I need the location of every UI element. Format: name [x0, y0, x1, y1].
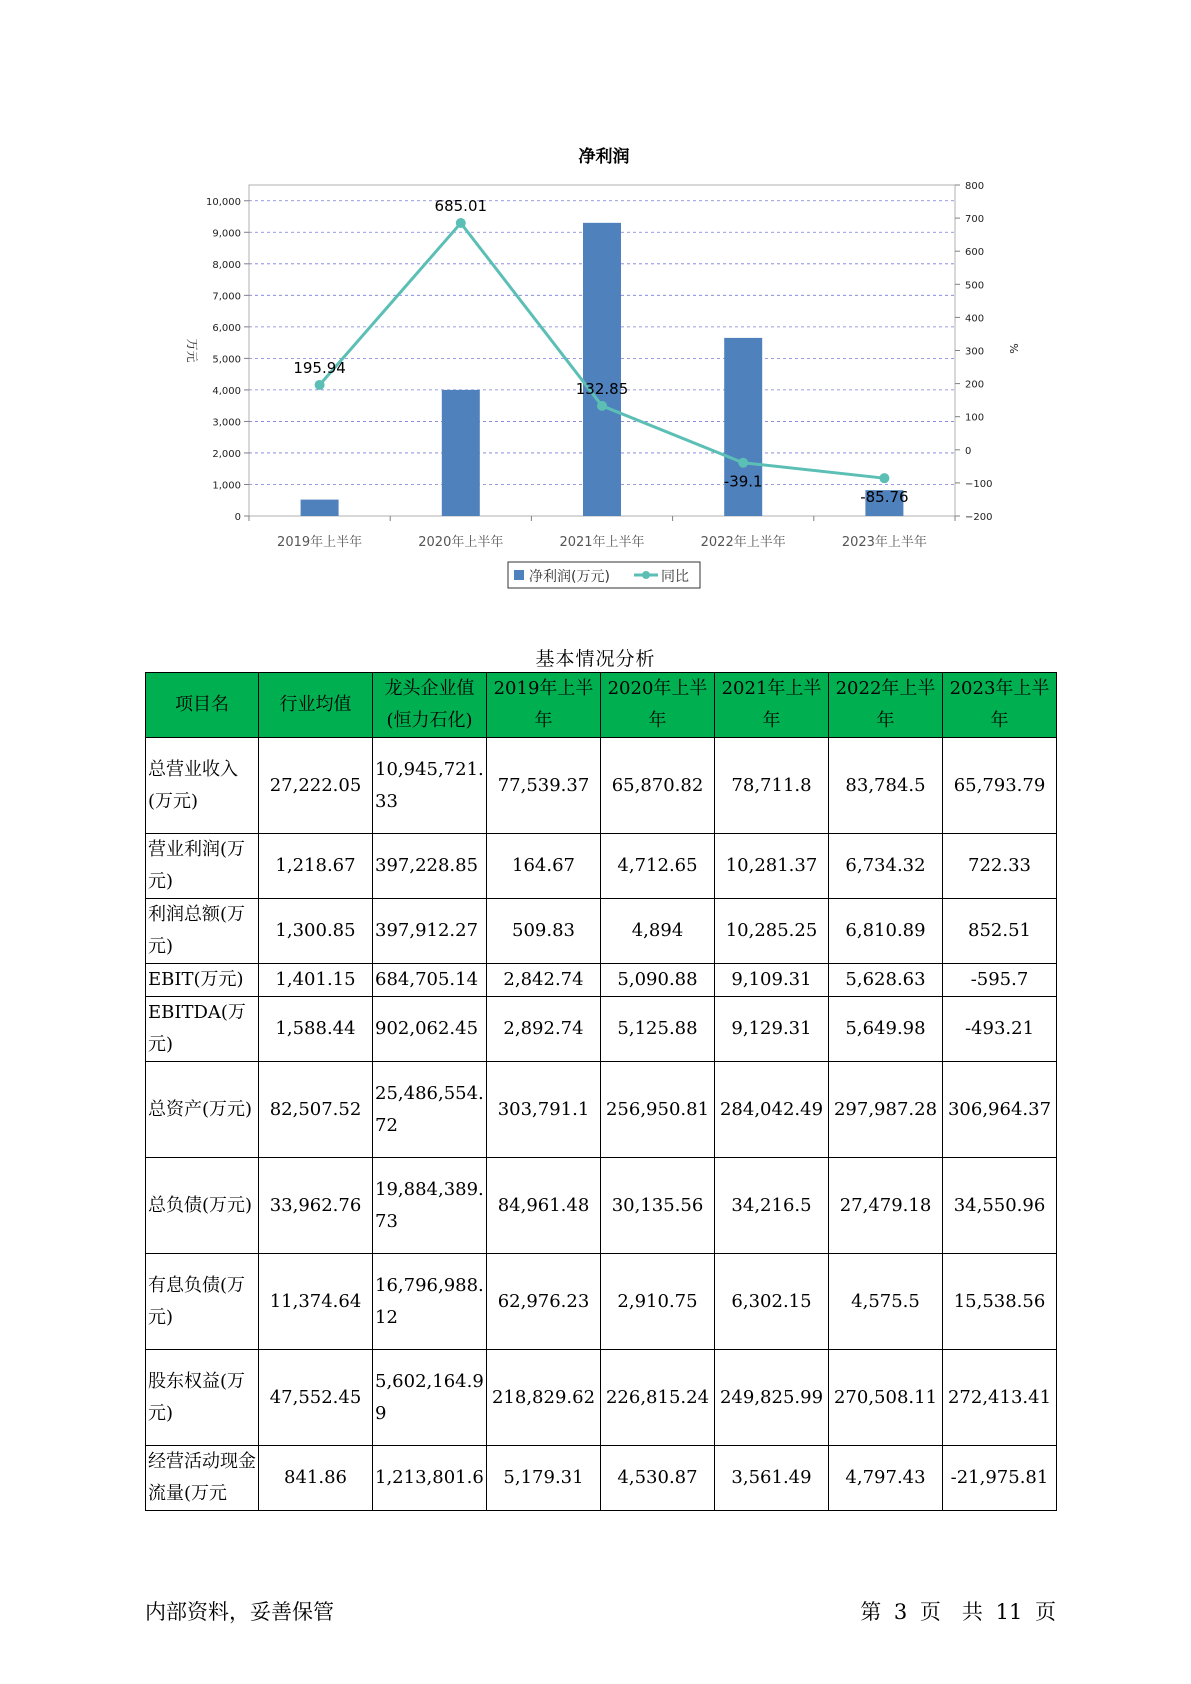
- y-axis-label: 万元: [185, 338, 199, 363]
- table-cell: 249,825.99: [715, 1350, 829, 1446]
- table-cell: 5,649.98: [829, 997, 943, 1062]
- legend-line-label: 同比: [661, 569, 689, 585]
- yoy-point: [597, 401, 607, 411]
- table-row: [146, 1254, 1057, 1350]
- table-cell: 2,910.75: [601, 1254, 715, 1350]
- table-cell: 1,588.44: [259, 997, 373, 1062]
- table-cell: 272,413.41: [943, 1350, 1057, 1446]
- table-cell: 65,870.82: [601, 738, 715, 834]
- table-cell: 4,797.43: [829, 1446, 943, 1511]
- x-tick-label: 2020年上半年: [418, 535, 504, 550]
- header-cell: 2021年上半年: [715, 673, 829, 738]
- table-cell: 5,125.88: [601, 997, 715, 1062]
- table-cell: 1,300.85: [259, 899, 373, 964]
- row-label: EBITDA(万元): [146, 997, 259, 1062]
- table-cell: 4,530.87: [601, 1446, 715, 1511]
- table-cell: 11,374.64: [259, 1254, 373, 1350]
- table-cell: 4,575.5: [829, 1254, 943, 1350]
- y-tick-label: 5,000: [212, 354, 241, 366]
- row-label: 总资产(万元): [146, 1062, 259, 1158]
- table-cell: 19,884,389.73: [373, 1158, 487, 1254]
- table-cell: 84,961.48: [487, 1158, 601, 1254]
- table-cell: 83,784.5: [829, 738, 943, 834]
- table-cell: -21,975.81: [943, 1446, 1057, 1511]
- table-cell: 16,796,988.12: [373, 1254, 487, 1350]
- table-cell: -595.7: [943, 964, 1057, 997]
- table-cell: 164.67: [487, 834, 601, 899]
- table-cell: 5,179.31: [487, 1446, 601, 1511]
- y2-tick-label: 200: [965, 379, 985, 391]
- table-cell: 4,894: [601, 899, 715, 964]
- table-cell: 6,734.32: [829, 834, 943, 899]
- row-label: 有息负债(万元): [146, 1254, 259, 1350]
- table-cell: 25,486,554.72: [373, 1062, 487, 1158]
- table-cell: 34,216.5: [715, 1158, 829, 1254]
- yoy-point: [456, 218, 466, 228]
- table-cell: 33,962.76: [259, 1158, 373, 1254]
- header-cell: 项目名: [146, 673, 259, 738]
- table-cell: 303,791.1: [487, 1062, 601, 1158]
- yoy-data-label: 685.01: [434, 197, 488, 216]
- x-tick-label: 2022年上半年: [700, 535, 786, 550]
- y-tick-label: 8,000: [212, 259, 241, 271]
- table-cell: 218,829.62: [487, 1350, 601, 1446]
- table-row: [146, 1446, 1057, 1511]
- yoy-point: [315, 380, 325, 390]
- yoy-data-label: 132.85: [575, 379, 629, 398]
- header-cell: 2019年上半年: [487, 673, 601, 738]
- yoy-point: [738, 458, 748, 468]
- y2-tick-label: 700: [965, 214, 985, 226]
- y-tick-label: 7,000: [212, 291, 241, 303]
- table-cell: 4,712.65: [601, 834, 715, 899]
- table-cell: 10,281.37: [715, 834, 829, 899]
- y-tick-label: 2,000: [212, 448, 241, 460]
- table-cell: 34,550.96: [943, 1158, 1057, 1254]
- table-header-row: [146, 673, 1057, 738]
- table-cell: -493.21: [943, 997, 1057, 1062]
- y2-tick-label: 500: [965, 280, 985, 292]
- table-cell: 10,945,721.33: [373, 738, 487, 834]
- header-cell: 2020年上半年: [601, 673, 715, 738]
- yoy-data-label: -85.76: [860, 488, 909, 507]
- table-cell: 256,950.81: [601, 1062, 715, 1158]
- table-cell: 78,711.8: [715, 738, 829, 834]
- bar: [442, 390, 480, 516]
- y-tick-label: 3,000: [212, 417, 241, 429]
- table-cell: 297,987.28: [829, 1062, 943, 1158]
- table-row: [146, 1062, 1057, 1158]
- row-label: EBIT(万元): [146, 964, 259, 997]
- y2-tick-label: 300: [965, 346, 985, 358]
- yoy-data-label: 195.94: [293, 358, 346, 377]
- footer-page-number: 第 3 页 共 11 页: [860, 1600, 1056, 1624]
- table-cell: 2,842.74: [487, 964, 601, 997]
- table-cell: 27,222.05: [259, 738, 373, 834]
- table-caption: 基本情况分析: [535, 648, 656, 670]
- table-cell: 3,561.49: [715, 1446, 829, 1511]
- y2-tick-label: 400: [965, 313, 985, 325]
- table-cell: 902,062.45: [373, 997, 487, 1062]
- x-tick-label: 2023年上半年: [841, 535, 927, 550]
- table-row: [146, 964, 1057, 997]
- y-tick-label: 1,000: [212, 480, 241, 492]
- table-cell: 397,912.27: [373, 899, 487, 964]
- header-cell: 2022年上半年: [829, 673, 943, 738]
- y2-tick-label: 0: [965, 445, 972, 457]
- table-cell: 15,538.56: [943, 1254, 1057, 1350]
- table-cell: 9,129.31: [715, 997, 829, 1062]
- row-label: 营业利润(万元): [146, 834, 259, 899]
- row-label: 利润总额(万元): [146, 899, 259, 964]
- legend-line-marker: [642, 571, 650, 579]
- y-tick-label: 9,000: [212, 228, 241, 240]
- table-cell: 306,964.37: [943, 1062, 1057, 1158]
- table-cell: 65,793.79: [943, 738, 1057, 834]
- table-row: [146, 1350, 1057, 1446]
- table-cell: 684,705.14: [373, 964, 487, 997]
- table-cell: 722.33: [943, 834, 1057, 899]
- table-cell: 1,218.67: [259, 834, 373, 899]
- table-row: [146, 997, 1057, 1062]
- x-tick-label: 2019年上半年: [277, 535, 363, 550]
- table-cell: 62,976.23: [487, 1254, 601, 1350]
- table-row: [146, 834, 1057, 899]
- header-cell: 龙头企业值(恒力石化): [373, 673, 487, 738]
- table-cell: 6,810.89: [829, 899, 943, 964]
- bar: [583, 223, 621, 516]
- table-cell: 841.86: [259, 1446, 373, 1511]
- table-cell: 5,090.88: [601, 964, 715, 997]
- y-tick-label: 6,000: [212, 322, 241, 334]
- table-row: [146, 899, 1057, 964]
- header-cell: 2023年上半年: [943, 673, 1057, 738]
- table-cell: 5,602,164.99: [373, 1350, 487, 1446]
- net-profit-chart: [0, 0, 1191, 600]
- table-cell: 1,401.15: [259, 964, 373, 997]
- row-label: 总营业收入(万元): [146, 738, 259, 834]
- x-tick-label: 2021年上半年: [559, 535, 645, 550]
- footer-confidential: 内部资料，妥善保管: [145, 1600, 334, 1624]
- table-cell: 270,508.11: [829, 1350, 943, 1446]
- bar: [301, 500, 339, 516]
- table-cell: 10,285.25: [715, 899, 829, 964]
- y2-tick-label: 600: [965, 247, 985, 259]
- table-cell: 27,479.18: [829, 1158, 943, 1254]
- legend-bar-swatch: [514, 570, 524, 580]
- row-label: 股东权益(万元): [146, 1350, 259, 1446]
- chart-title: 净利润: [578, 147, 630, 167]
- table-cell: 77,539.37: [487, 738, 601, 834]
- table-cell: 30,135.56: [601, 1158, 715, 1254]
- legend-bar-label: 净利润(万元): [529, 569, 610, 585]
- row-label: 经营活动现金流量(万元: [146, 1446, 259, 1511]
- table-cell: 5,628.63: [829, 964, 943, 997]
- table-cell: 226,815.24: [601, 1350, 715, 1446]
- yoy-data-label: -39.1: [723, 472, 763, 491]
- row-label: 总负债(万元): [146, 1158, 259, 1254]
- table-cell: 509.83: [487, 899, 601, 964]
- header-cell: 行业均值: [259, 673, 373, 738]
- yoy-point: [879, 473, 889, 483]
- y2-tick-label: −100: [965, 478, 993, 490]
- y2-tick-label: −200: [965, 512, 993, 523]
- table-cell: 6,302.15: [715, 1254, 829, 1350]
- table-cell: 9,109.31: [715, 964, 829, 997]
- y2-axis-label: %: [1007, 343, 1020, 354]
- table-cell: 852.51: [943, 899, 1057, 964]
- y2-tick-label: 800: [965, 181, 985, 192]
- y-tick-label: 4,000: [212, 385, 241, 397]
- y-tick-label: 10,000: [206, 196, 241, 208]
- table-row: [146, 1158, 1057, 1254]
- y-tick-label: 0: [234, 512, 241, 523]
- table-cell: 47,552.45: [259, 1350, 373, 1446]
- table-row: [146, 738, 1057, 834]
- table-cell: 1,213,801.6: [373, 1446, 487, 1511]
- table-cell: 284,042.49: [715, 1062, 829, 1158]
- basic-analysis-table: [145, 672, 1057, 1511]
- table-cell: 397,228.85: [373, 834, 487, 899]
- y2-tick-label: 100: [965, 412, 985, 424]
- table-cell: 2,892.74: [487, 997, 601, 1062]
- table-cell: 82,507.52: [259, 1062, 373, 1158]
